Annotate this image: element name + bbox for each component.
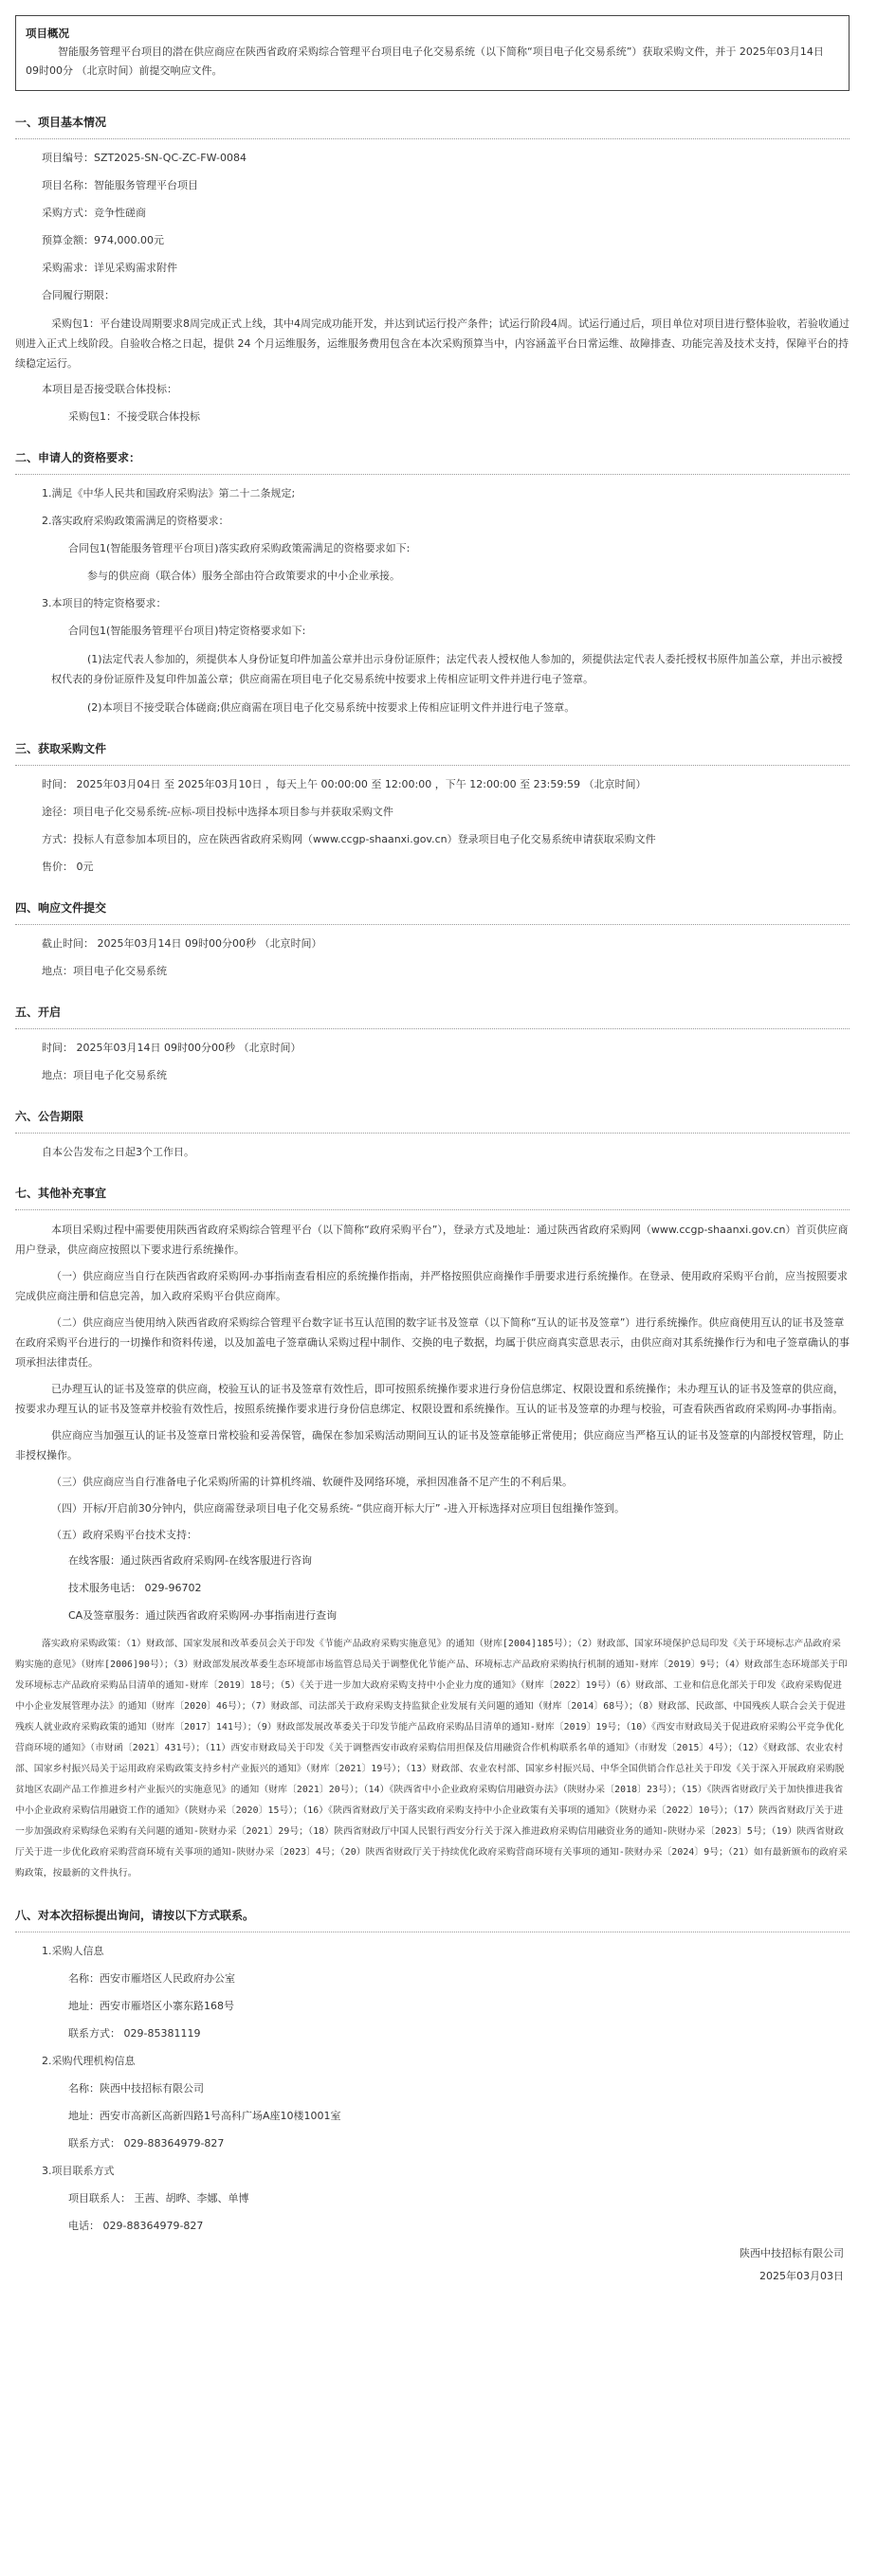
submission-place: 地点：项目电子化交易系统 [42, 965, 167, 977]
announcement-period: 自本公告发布之日起3个工作日。 [42, 1146, 194, 1158]
divider [15, 1209, 850, 1210]
overview-title: 项目概况 [26, 27, 69, 40]
qualification-line: 2.落实政府采购政策需满足的资格要求： [42, 515, 229, 527]
qualification-paragraph: (2)本项目不接受联合体磋商;供应商需在项目电子化交易系统中按要求上传相应证明文件并进行电子签章。 [87, 701, 576, 714]
agency-name: 名称：陕西中技招标有限公司 [68, 2082, 204, 2095]
consortium-label: 本项目是否接受联合体投标： [42, 383, 177, 395]
budget-amount: 预算金额：974,000.00元 [42, 234, 164, 246]
doc-price: 售价： 0元 [42, 861, 94, 873]
purchaser-name: 名称：西安市雁塔区人民政府办公室 [68, 1972, 235, 1985]
signature-date: 2025年03月03日 [759, 2270, 844, 2282]
procurement-requirement: 采购需求：详见采购需求附件 [42, 262, 177, 274]
qualification-line: 参与的供应商（联合体）服务全部由符合政策要求的中小企业承接。 [87, 570, 400, 582]
other-paragraph: （三）供应商应当自行准备电子化采购所需的计算机终端、软硬件及网络环境，承担因准备不足产生的不利后果。 [51, 1476, 573, 1488]
purchaser-heading: 1.采购人信息 [42, 1945, 104, 1957]
project-contact-phone: 电话： 029-88364979-827 [68, 2220, 204, 2232]
other-paragraph: 已办理互认的证书及签章的供应商，校验互认的证书及签章有效性后，即可按照系统操作要求进行身份信息绑定、权限设置和系统操作；未办理互认的证书及签章的供应商，按要求办理互认的证书及签章并校验有效性后，按照系统操作要求进行身份信息绑定、权限设置和系统操作。互认的证书及签章的办理与校验，可查看陕西省政府采购网-办事指南。 [15, 1383, 844, 1415]
purchaser-address: 地址：西安市雁塔区小寨东路168号 [68, 2000, 234, 2012]
contract-period-text: 采购包1：平台建设周期要求8周完成正式上线，其中4周完成功能开发，并达到试运行投产条件；试运行阶段4周。试运行通过后，项目单位对项目进行整体验收，若验收通过则进入正式上线阶段。自验收合格之日起，提供 24 个月运维服务，运维服务费用包含在本次采购预算当中，内容涵盖平台日常运维、故障排查、功能完善及技术支持，保障平台的持续稳定运行。 [15, 317, 850, 370]
qualification-line: 3.本项目的特定资格要求： [42, 597, 167, 609]
section-period-title: 六、公告期限 [15, 1110, 84, 1123]
project-overview-box [15, 15, 850, 91]
tech-phone: 技术服务电话： 029-96702 [68, 1582, 202, 1594]
project-contact-people: 项目联系人： 王茜、胡晔、李娜、单博 [68, 2192, 249, 2204]
procurement-method: 采购方式：竞争性磋商 [42, 207, 146, 219]
qualification-line: 合同包1(智能服务管理平台项目)特定资格要求如下: [68, 625, 306, 637]
agency-phone: 联系方式： 029-88364979-827 [68, 2137, 225, 2150]
other-paragraph: （一）供应商应当自行在陕西省政府采购网-办事指南查看相应的系统操作指南，并严格按照供应商操作手册要求进行系统操作。在登录、使用政府采购平台前，应当按照要求完成供应商注册和信息完善，加入政府采购平台供应商库。 [15, 1270, 848, 1302]
opening-place: 地点：项目电子化交易系统 [42, 1069, 167, 1081]
divider [15, 1133, 850, 1134]
overview-text: 智能服务管理平台项目的潜在供应商应在陕西省政府采购综合管理平台项目电子化交易系统（以下简称“项目电子化交易系统”）获取采购文件，并于 2025年03月14日 09时00分 （北京时间）前提交响应文件。 [26, 45, 824, 77]
project-code: 项目编号：SZT2025-SN-QC-ZC-FW-0084 [42, 152, 247, 164]
section-qualification-title: 二、申请人的资格要求： [15, 451, 141, 464]
policy-text: 落实政府采购政策：（1）财政部、国家发展和改革委员会关于印发《节能产品政府采购实施意见》的通知（财库[2004]185号）；（2）财政部、国家环境保护总局印发《关于环境标志产品政府采购实施的意见》（财库[2006]90号）；（3）财政部发展改革委生态环境部市场监管总局关于调整优化节能产品、环境标志产品政府采购执行机制的通知-财库〔2019〕9号；（4）财政部生态环境部关于印发环境标志产品政府采购品目清单的通知-财库〔2019〕18号；（5）《关于进一步加大政府采购支持中小企业力度的通知》（财库〔2022〕19号）（6）财政部、工业和信息化部关于印发《政府采购促进中小企业发展管理办法》的通知（财库〔2020〕46号）；（7）财政部、司法部关于政府采购支持监狱企业发展有关问题的通知（财库〔2014〕68号）；（8）财政部、民政部、中国残疾人联合会关于促进残疾人就业政府采购政策的通知（财库〔2017〕141号）；（9）财政部发展改革委关于印发节能产品政府采购品目清单的通知-财库〔2019〕19号；（10）《西安市财政局关于促进政府采购公平竞争优化营商环境的通知》（市财函〔2021〕431号）；（11）西安市财政局关于印发《关于调整西安市政府采购信用担保及信用融资合作机构联系名单的通知》（市财发〔2015〕4号）；（12）《财政部、农业农村部、国家乡村振兴局关于运用政府采购政策支持乡村产业振兴的通知》（财库〔2021〕19号）；（13）财政部、农业农村部、国家乡村振兴局、中华全国供销合作总社关于印发《关于深入开展政府采购脱贫地区农副产品工作推进乡村产业振兴的实施意见》的通知（财库〔2021〕20号）；（14）《陕西省中小企业政府采购信用融资办法》（陕财办采〔2018〕23号）；（15）《陕西省财政厅关于加快推进我省中小企业政府采购信用融资工作的通知》（陕财办采〔2020〕15号）；（16）《陕西省财政厅关于落实政府采购支持中小企业政策有关事项的通知》（陕财办采〔2022〕10号）；（17）陕西省财政厅关于进一步加强政府采购绿色采购有关问题的通知-陕财办采〔2021〕29号；（18）陕西省财政厅中国人民银行西安分行关于深入推进政府采购信用融资业务的通知-陕财办采〔2023〕5号；（19）陕西省财政厅关于进一步优化政府采购营商环境有关事项的通知-陕财办采〔2023〕4号；（20）陕西省财政厅关于持续优化政府采购营商环境有关事项的通知-陕财办采〔2024〕9号；（21）如有最新颁布的政府采购政策，按最新的文件执行。 [15, 1639, 849, 1878]
section-contact-title: 八、对本次招标提出询问，请按以下方式联系。 [15, 1909, 255, 1922]
section-other-title: 七、其他补充事宜 [15, 1187, 107, 1200]
other-paragraph: 本项目采购过程中需要使用陕西省政府采购综合管理平台（以下简称“政府采购平台”），登录方式及地址：通过陕西省政府采购网（www.ccgp-shaanxi.gov.cn）首页供应商用户登录，供应商应按照以下要求进行系统操作。 [15, 1224, 849, 1256]
other-paragraph: （四）开标/开启前30分钟内，供应商需登录项目电子化交易系统- “供应商开标大厅” -进入开标选择对应项目包组操作签到。 [51, 1502, 626, 1515]
obtain-way: 方式：投标人有意参加本项目的，应在陕西省政府采购网（www.ccgp-shaanxi.gov.cn）登录项目电子化交易系统申请获取采购文件 [42, 833, 656, 845]
signature-org: 陕西中技招标有限公司 [740, 2247, 844, 2259]
ca-service: CA及签章服务：通过陕西省政府采购网-办事指南进行查询 [68, 1609, 338, 1622]
section-obtain-docs-title: 三、获取采购文件 [15, 742, 107, 755]
section-basic-info-title: 一、项目基本情况 [15, 116, 107, 129]
online-service: 在线客服：通过陕西省政府采购网-在线客服进行咨询 [68, 1554, 312, 1567]
other-paragraph: 供应商应当加强互认的证书及签章日常校验和妥善保管，确保在参加采购活动期间互认的证书及签章能够正常使用；供应商应当严格互认的证书及签章的内部授权管理，防止非授权操作。 [15, 1429, 844, 1461]
other-paragraph: （五）政府采购平台技术支持： [51, 1529, 197, 1541]
divider [15, 765, 850, 766]
agency-heading: 2.采购代理机构信息 [42, 2055, 136, 2067]
obtain-time: 时间： 2025年03月04日 至 2025年03月10日 ，每天上午 00:00:00 至 12:00:00 ，下午 12:00:00 至 23:59:59 （北京时间） [42, 778, 647, 790]
section-opening-title: 五、开启 [15, 1006, 62, 1019]
consortium-value: 采购包1：不接受联合体投标 [68, 410, 200, 423]
contract-period-label: 合同履行期限： [42, 289, 115, 301]
announcement-page [15, 0, 850, 2286]
divider [15, 474, 850, 475]
divider [15, 924, 850, 925]
project-contact-heading: 3.项目联系方式 [42, 2165, 115, 2177]
other-paragraph: （二）供应商应当使用纳入陕西省政府采购综合管理平台数字证书互认范围的数字证书及签章（以下简称“互认的证书及签章”）进行系统操作。供应商使用互认的证书及签章在政府采购平台进行的一切操作和资料传递，以及加盖电子签章确认采购过程中制作、交换的电子数据，均属于供应商真实意思表示，由供应商对其系统操作行为和电子签章确认的事项承担法律责任。 [15, 1316, 850, 1369]
divider [15, 1028, 850, 1029]
agency-address: 地址：西安市高新区高新四路1号高科广场A座10楼1001室 [68, 2110, 341, 2122]
obtain-channel: 途径：项目电子化交易系统-应标-项目投标中选择本项目参与并获取采购文件 [42, 806, 393, 818]
qualification-line: 1.满足《中华人民共和国政府采购法》第二十二条规定; [42, 487, 296, 499]
qualification-paragraph: (1)法定代表人参加的，须提供本人身份证复印件加盖公章并出示身份证原件；法定代表人授权他人参加的，须提供法定代表人委托授权书原件加盖公章，并出示被授权代表的身份证原件及复印件加盖公章；供应商需在项目电子化交易系统中按要求上传相应证明文件并进行电子签章。 [51, 653, 843, 685]
qualification-line: 合同包1(智能服务管理平台项目)落实政府采购政策需满足的资格要求如下: [68, 542, 411, 554]
opening-time: 时间： 2025年03月14日 09时00分00秒 （北京时间） [42, 1042, 301, 1054]
divider [15, 138, 850, 139]
section-submission-title: 四、响应文件提交 [15, 901, 107, 915]
purchaser-phone: 联系方式： 029-85381119 [68, 2027, 201, 2040]
project-name: 项目名称：智能服务管理平台项目 [42, 179, 198, 191]
submission-deadline: 截止时间： 2025年03月14日 09时00分00秒 （北京时间） [42, 937, 322, 950]
